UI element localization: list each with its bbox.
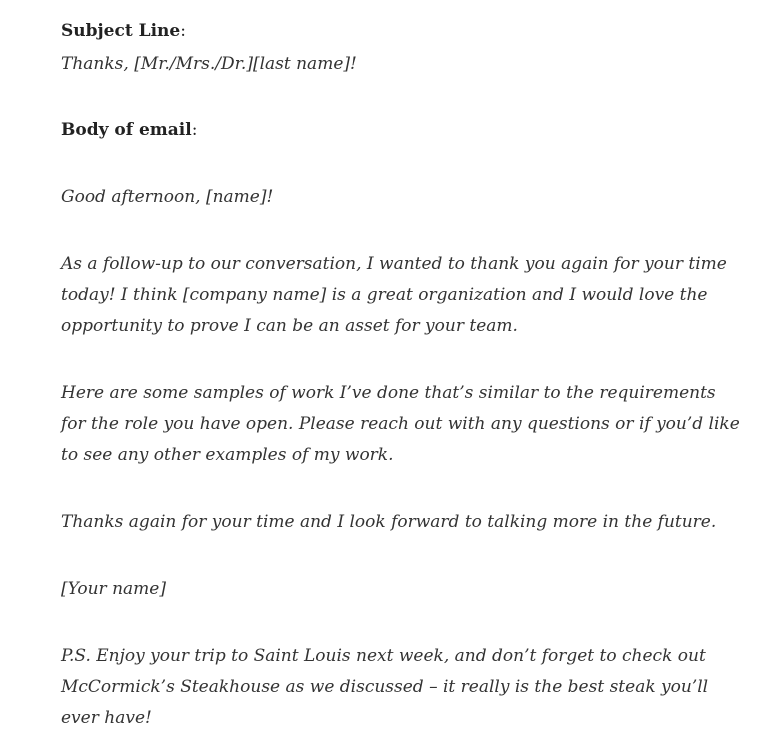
body-label-text: Body of email — [61, 120, 192, 140]
paragraph-thank-you — [61, 249, 727, 342]
postscript-line: P.S. Enjoy your trip to Saint Louis next week, and don’t forget to check out — [61, 646, 706, 666]
subject-line-value — [61, 49, 357, 80]
closing-text: Thanks again for your time and I look forward to talking more in the future. — [61, 512, 717, 532]
signature-text: [Your name] — [61, 579, 166, 599]
postscript — [61, 641, 708, 734]
postscript-line: McCormick’s Steakhouse as we discussed – it really is the best steak you’ll — [61, 677, 709, 697]
body-colon: : — [191, 120, 198, 140]
paragraph-line: today! I think [company name] is a great organization and I would love the — [61, 285, 708, 305]
greeting-text: Good afternoon, [name]! — [61, 187, 274, 207]
subject-colon: : — [180, 21, 186, 41]
paragraph-work-samples — [61, 378, 740, 471]
signature — [61, 574, 166, 605]
subject-text: Thanks, [Mr./Mrs./Dr.][last name]! — [61, 54, 357, 74]
paragraph-line: Here are some samples of work I’ve done that’s similar to the requirements — [61, 383, 716, 403]
greeting — [61, 182, 273, 213]
paragraph-line: for the role you have open. Please reach out with any questions or if you’d like — [61, 414, 740, 434]
paragraph-line: opportunity to prove I can be an asset for your team. — [61, 316, 518, 336]
paragraph-line: to see any other examples of my work. — [61, 445, 394, 465]
subject-line-label — [61, 21, 186, 41]
subject-line-label-text: Subject Line — [61, 21, 181, 41]
closing-line — [61, 507, 716, 538]
body-of-email-label — [61, 120, 197, 140]
paragraph-line: As a follow-up to our conversation, I wanted to thank you again for your time — [61, 254, 727, 274]
postscript-line: ever have! — [61, 708, 152, 728]
